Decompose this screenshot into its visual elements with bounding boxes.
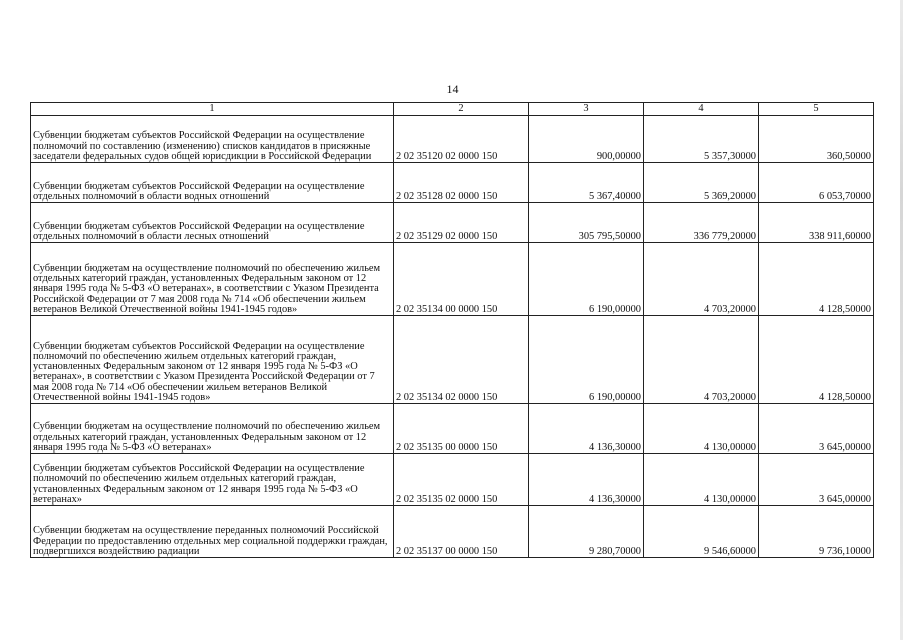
- row-description: Субвенции бюджетам на осуществление переданных полномочий Российской Федерации по предоставлению отдельных мер социальной поддержки граждан, подвергшихся воздействию радиации: [31, 506, 394, 558]
- row-value-col3: 900,00000: [529, 116, 644, 163]
- row-code: 2 02 35135 00 0000 150: [394, 404, 529, 454]
- row-value-col4: 5 369,20000: [644, 163, 759, 203]
- row-value-col4: 336 779,20000: [644, 203, 759, 243]
- row-description: Субвенции бюджетам субъектов Российской Федерации на осуществление полномочий по обеспечению жильем отдельных категорий граждан, установленных Федеральным законом от 12 января 1995 года № 5-ФЗ «О ветеранах»: [31, 454, 394, 506]
- row-value-col4: 4 130,00000: [644, 454, 759, 506]
- table-row: [31, 506, 874, 558]
- row-code: 2 02 35134 00 0000 150: [394, 243, 529, 316]
- row-description: Субвенции бюджетам субъектов Российской Федерации на осуществление отдельных полномочий в области водных отношений: [31, 163, 394, 203]
- budget-table: [30, 102, 874, 558]
- row-description: Субвенции бюджетам на осуществление полномочий по обеспечению жильем отдельных категорий граждан, установленных Федеральным законом от 12 января 1995 года № 5-ФЗ «О ветеранах»: [31, 404, 394, 454]
- row-code: 2 02 35120 02 0000 150: [394, 116, 529, 163]
- row-value-col4: 4 703,20000: [644, 243, 759, 316]
- row-value-col3: 6 190,00000: [529, 316, 644, 404]
- table-row: [31, 116, 874, 163]
- row-value-col3: 6 190,00000: [529, 243, 644, 316]
- row-value-col4: 9 546,60000: [644, 506, 759, 558]
- row-value-col5: 6 053,70000: [759, 163, 874, 203]
- row-value-col5: 360,50000: [759, 116, 874, 163]
- table-row: [31, 404, 874, 454]
- column-header-1: 1: [31, 103, 394, 116]
- row-value-col5: 4 128,50000: [759, 316, 874, 404]
- row-description: Субвенции бюджетам субъектов Российской Федерации на осуществление отдельных полномочий в области лесных отношений: [31, 203, 394, 243]
- row-value-col3: 5 367,40000: [529, 163, 644, 203]
- row-value-col4: 4 703,20000: [644, 316, 759, 404]
- table-row: [31, 203, 874, 243]
- row-description: Субвенции бюджетам субъектов Российской Федерации на осуществление полномочий по составлению (изменению) списков кандидатов в присяжные заседатели федеральных судов общей юрисдикции в Российской Федерации: [31, 116, 394, 163]
- scan-edge-shadow: [900, 0, 903, 640]
- row-value-col3: 305 795,50000: [529, 203, 644, 243]
- column-header-5: 5: [759, 103, 874, 116]
- row-value-col3: 4 136,30000: [529, 404, 644, 454]
- row-value-col5: 4 128,50000: [759, 243, 874, 316]
- row-code: 2 02 35134 02 0000 150: [394, 316, 529, 404]
- row-value-col5: 3 645,00000: [759, 404, 874, 454]
- column-header-3: 3: [529, 103, 644, 116]
- row-code: 2 02 35128 02 0000 150: [394, 163, 529, 203]
- column-header-4: 4: [644, 103, 759, 116]
- column-header-2: 2: [394, 103, 529, 116]
- row-value-col5: 338 911,60000: [759, 203, 874, 243]
- row-value-col3: 4 136,30000: [529, 454, 644, 506]
- row-description: Субвенции бюджетам на осуществление полномочий по обеспечению жильем отдельных категорий граждан, установленных Федеральным законом от 12 января 1995 года № 5-ФЗ «О ветеранах», в соответствии с Указом Президента Российской Федерации от 7 мая 2008 года № 714 «Об обеспечении жильем ветеранов Великой Отечественной войны 1941-1945 годов»: [31, 243, 394, 316]
- row-value-col3: 9 280,70000: [529, 506, 644, 558]
- table-row: [31, 243, 874, 316]
- table-row: [31, 316, 874, 404]
- row-value-col5: 3 645,00000: [759, 454, 874, 506]
- row-description: Субвенции бюджетам субъектов Российской Федерации на осуществление полномочий по обеспечению жильем отдельных категорий граждан, установленных Федеральным законом от 12 января 1995 года № 5-ФЗ «О ветеранах», в соответствии с Указом Президента Российской Федерации от 7 мая 2008 года № 714 «Об обеспечении жильем ветеранов Великой Отечественной войны 1941-1945 годов»: [31, 316, 394, 404]
- table-row: [31, 163, 874, 203]
- row-value-col4: 5 357,30000: [644, 116, 759, 163]
- row-value-col5: 9 736,10000: [759, 506, 874, 558]
- row-value-col4: 4 130,00000: [644, 404, 759, 454]
- row-code: 2 02 35137 00 0000 150: [394, 506, 529, 558]
- row-code: 2 02 35129 02 0000 150: [394, 203, 529, 243]
- page-number: 14: [446, 82, 459, 96]
- table-header-row: [31, 103, 874, 116]
- table-row: [31, 454, 874, 506]
- row-code: 2 02 35135 02 0000 150: [394, 454, 529, 506]
